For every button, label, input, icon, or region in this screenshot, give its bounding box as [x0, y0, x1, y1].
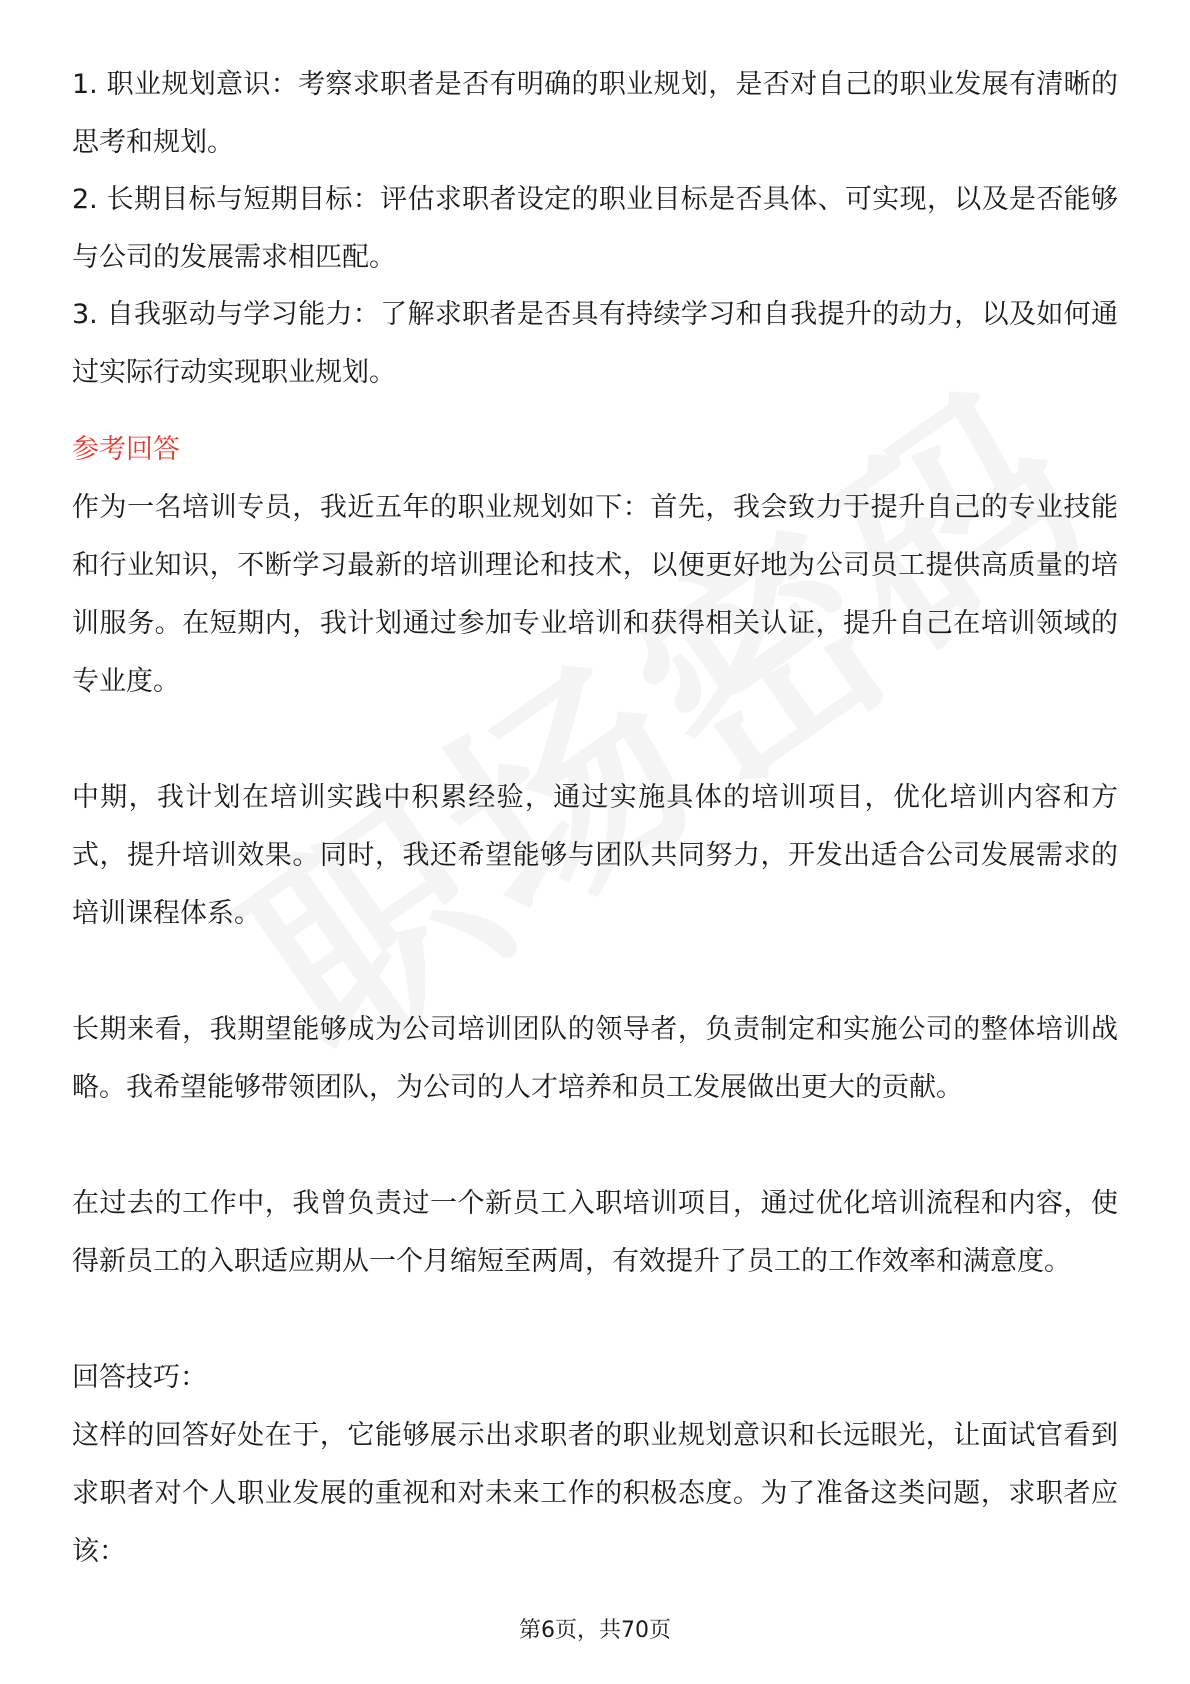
- criteria-item-2: 2. 长期目标与短期目标：评估求职者设定的职业目标是否具体、可实现，以及是否能够与公司的发展需求相匹配。: [72, 184, 1118, 273]
- paragraph-spacer: [72, 943, 1118, 1001]
- answer-paragraph-3: 长期来看，我期望能够成为公司培训团队的领导者，负责制定和实施公司的整体培训战略。我希望能够带领团队，为公司的人才培养和员工发展做出更大的贡献。: [72, 1014, 1118, 1103]
- paragraph-spacer: [72, 1291, 1118, 1349]
- criteria-item-1: 1. 职业规划意识：考察求职者是否有明确的职业规划，是否对自己的职业发展有清晰的思考和规划。: [72, 69, 1118, 158]
- paragraph-spacer: [72, 711, 1118, 769]
- answer-paragraph-2: 中期，我计划在培训实践中积累经验，通过实施具体的培训项目，优化培训内容和方式，提升培训效果。同时，我还希望能够与团队共同努力，开发出适合公司发展需求的培训课程体系。: [72, 782, 1118, 929]
- page-content: [72, 56, 1118, 1581]
- paragraph-spacer: [72, 1117, 1118, 1175]
- tips-heading: 回答技巧：: [72, 1362, 207, 1393]
- criteria-item-3: 3. 自我驱动与学习能力：了解求职者是否具有持续学习和自我提升的动力，以及如何通过实际行动实现职业规划。: [72, 299, 1118, 388]
- evaluation-criteria: [72, 56, 1118, 401]
- answer-paragraph-1: 作为一名培训专员，我近五年的职业规划如下：首先，我会致力于提升自己的专业技能和行业知识，不断学习最新的培训理论和技术，以便更好地为公司员工提供高质量的培训服务。在短期内，我计划通过参加专业培训和获得相关认证，提升自己在培训领域的专业度。: [72, 492, 1118, 697]
- answer-paragraph-4: 在过去的工作中，我曾负责过一个新员工入职培训项目，通过优化培训流程和内容，使得新员工的入职适应期从一个月缩短至两周，有效提升了员工的工作效率和满意度。: [72, 1188, 1118, 1277]
- page-number: 第6页，共70页: [519, 1618, 671, 1643]
- answer-heading: 参考回答: [72, 434, 180, 465]
- tips-paragraph: 这样的回答好处在于，它能够展示出求职者的职业规划意识和长远眼光，让面试官看到求职者对个人职业发展的重视和对未来工作的积极态度。为了准备这类问题，求职者应该：: [72, 1420, 1118, 1567]
